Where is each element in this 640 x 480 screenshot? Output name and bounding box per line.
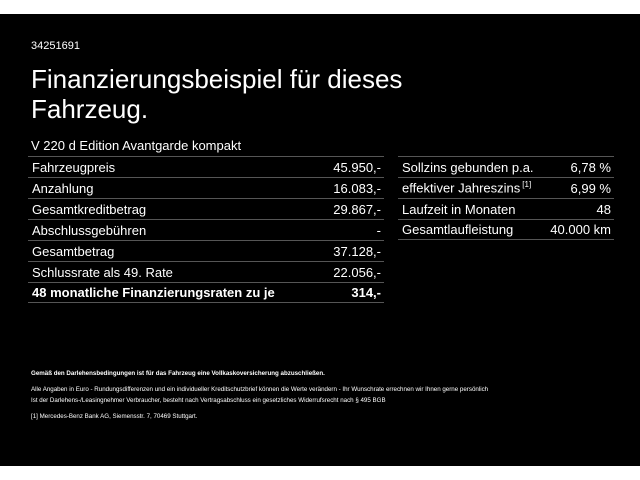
- row-value: 16.083,-: [333, 180, 381, 196]
- table-row: [28, 156, 384, 177]
- table-row: [28, 261, 384, 282]
- footnotes: [31, 368, 611, 422]
- row-label: Gesamtlaufleistung: [402, 222, 514, 237]
- row-value: 6,78 %: [570, 159, 611, 175]
- row-label: Fahrzeugpreis: [32, 159, 116, 175]
- table-row: [398, 156, 614, 177]
- row-label: effektiver Jahreszins: [402, 180, 521, 196]
- financing-panel: [0, 14, 640, 466]
- row-label: Laufzeit in Monaten: [402, 201, 516, 217]
- row-value: 45.950,-: [333, 159, 381, 175]
- row-value: 48: [596, 201, 611, 217]
- row-label: Anzahlung: [32, 180, 94, 196]
- row-value: 37.128,-: [333, 243, 381, 259]
- bank-address: Mercedes-Benz Bank AG, Siemensstr. 7, 70469 Stuttgart.: [39, 413, 198, 420]
- row-value: 6,99 %: [570, 180, 611, 196]
- row-label: Gesamtkreditbetrag: [32, 201, 147, 217]
- row-value: 29.867,-: [333, 201, 381, 217]
- insurance-note: Gemäß den Darlehensbedingungen ist für das Fahrzeug eine Vollkaskoversicherung abzuschließen.: [31, 370, 325, 377]
- row-label-wrap: [402, 180, 531, 195]
- bank-note: [31, 411, 611, 422]
- row-label: 48 monatliche Finanzierungsraten zu je: [32, 285, 275, 300]
- row-label: Schlussrate als 49. Rate: [32, 264, 173, 280]
- financing-table: [28, 156, 384, 303]
- row-value: 40.000 km: [550, 222, 611, 237]
- table-row: [28, 219, 384, 240]
- vehicle-model: V 220 d Edition Avantgarde kompakt: [31, 138, 242, 153]
- table-row: [398, 177, 614, 198]
- interest-table: [398, 156, 614, 240]
- table-row: [398, 198, 614, 219]
- disclaimer-line: Ist der Darlehens-/Leasingnehmer Verbraucher, besteht nach Vertragsabschluss ein gesetzliches Widerrufsrecht nach § 495 BGB: [31, 397, 386, 404]
- footnote-ref: [1]: [522, 180, 532, 190]
- row-label: Abschlussgebühren: [32, 222, 147, 238]
- table-row: [28, 198, 384, 219]
- row-label: Sollzins gebunden p.a.: [402, 159, 534, 175]
- row-value: 314,-: [351, 285, 381, 300]
- row-value: 22.056,-: [333, 264, 381, 280]
- row-label: Gesamtbetrag: [32, 243, 115, 259]
- row-value: -: [376, 222, 381, 238]
- footnote-ref: [1]: [31, 413, 38, 420]
- ad-id: 34251691: [31, 40, 80, 52]
- table-row: [28, 240, 384, 261]
- table-row: [28, 177, 384, 198]
- monthly-rate-row: [28, 282, 384, 303]
- disclaimer-line: Alle Angaben in Euro - Rundungsdifferenzen und ein individueller Kreditschutzbrief können die Werte verändern - Ihr Wunschrate errechnen wir Ihnen gerne persönlich: [31, 386, 489, 393]
- table-row: [398, 219, 614, 240]
- page-title: Finanzierungsbeispiel für dieses Fahrzeug.: [31, 64, 403, 124]
